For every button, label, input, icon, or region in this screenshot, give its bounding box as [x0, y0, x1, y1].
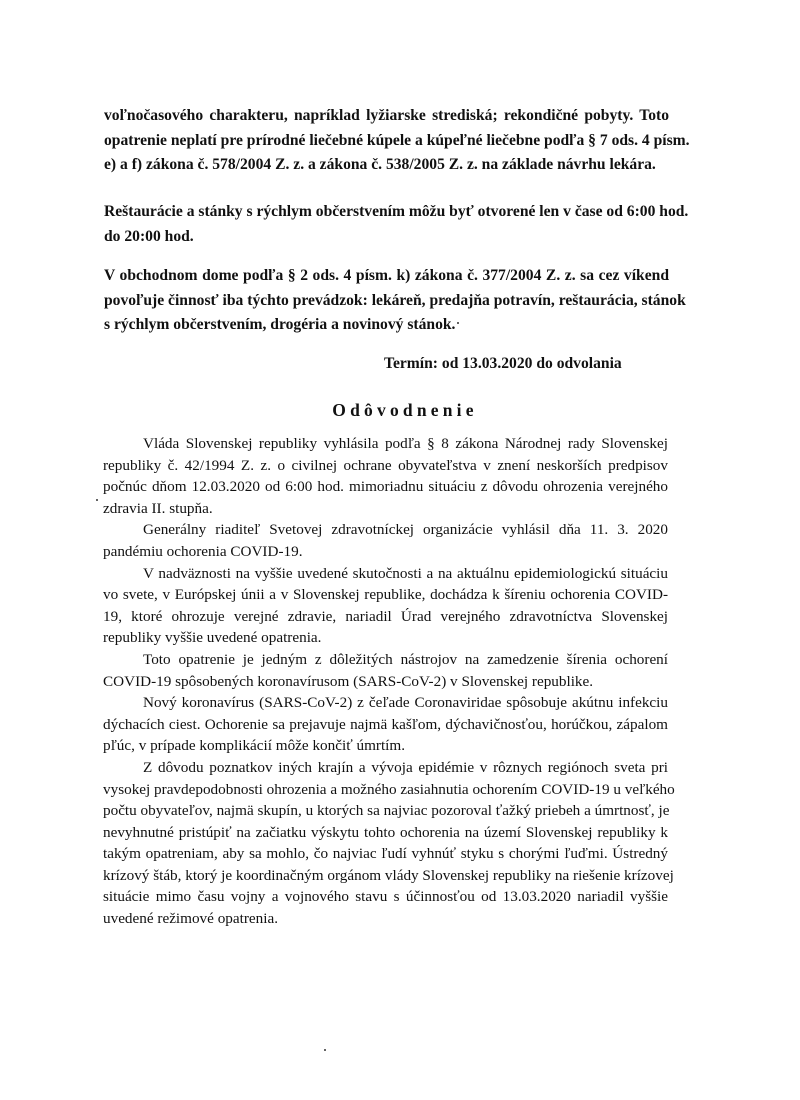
text-line: do 20:00 hod. [104, 227, 194, 245]
reasoning-paragraph-1 [103, 433, 668, 519]
text-line: e) a f) zákona č. 578/2004 Z. z. a zákona č. 538/2005 Z. z. na základe návrhu lekára. [104, 156, 656, 173]
text-line: Toto opatrenie je jedným z dôležitých nástrojov na zamedzenie šírenia ochorení [143, 650, 668, 668]
text-line: počnúc dňom 12.03.2020 od 6:00 hod. mimoriadnu situáciu z dôvodu ohrozenia verejného [103, 478, 668, 496]
reasoning-paragraph-2 [103, 519, 668, 562]
text-line: počtu obyvateľov, najmä skupín, u ktorých sa najviac pozoroval ťažký priebeh a úmrtnosť, je [103, 802, 670, 820]
text-line: situácie mimo času vojny a vojnového stavu s účinnosťou od 13.03.2020 nariadil vyššie [103, 888, 668, 906]
text-line: Z dôvodu poznatkov iných krajín a vývoja epidémie v rôznych regiónoch sveta pri [143, 758, 668, 776]
text-line: republiky č. 42/1994 Z. z. o civilnej ochrane obyvateľstva v znení neskorších predpisov [103, 456, 668, 474]
text-line: COVID-19 spôsobených koronavírusom (SARS-CoV-2) v Slovenskej republike. [103, 672, 594, 690]
scan-speck [324, 1049, 326, 1051]
measure-paragraph-leisure [104, 104, 690, 178]
text-line: vysokej pravdepodobnosti ohrozenia a možného zasiahnutia ochorením COVID-19 u veľkého [103, 780, 675, 798]
term-line: Termín: od 13.03.2020 do odvolania [384, 355, 622, 372]
text-line: dýchacích ciest. Ochorenie sa prejavuje najmä kašľom, dýchavičnosťou, horúčkou, zápalom [103, 715, 668, 733]
text-line: pľúc, v prípade komplikácií môže končiť úmrtím. [103, 737, 405, 755]
section-heading: Odôvodnenie [332, 400, 478, 420]
text-line: uvedené režimové opatrenia. [103, 910, 278, 928]
scan-speck [457, 322, 459, 324]
text-line: Nový koronavírus (SARS-CoV-2) z čeľade Coronaviridae spôsobuje akútnu infekciu [143, 694, 668, 712]
measure-paragraph-restaurants [104, 200, 689, 249]
text-line: V obchodnom dome podľa § 2 ods. 4 písm. k) zákona č. 377/2004 Z. z. sa cez víkend [104, 267, 669, 284]
reasoning-body [103, 433, 675, 930]
reasoning-paragraph-6 [103, 757, 675, 930]
text-line: vo svete, v Európskej únii a v Slovenskej republike, dochádza k šíreniu ochorenia COVID- [103, 586, 668, 604]
text-line: republiky vyššie uvedené opatrenia. [103, 629, 322, 647]
reasoning-paragraph-4 [103, 649, 668, 692]
text-line: krízový štáb, ktorý je koordinačným orgánom vlády Slovenskej republiky na riešenie krízovej [103, 866, 674, 884]
text-line: Generálny riaditeľ Svetovej zdravotníckej organizácie vyhlásil dňa 11. 3. 2020 [143, 521, 668, 539]
text-line: voľnočasového charakteru, napríklad lyžiarske strediská; rekondičné pobyty. Toto [104, 107, 669, 124]
reasoning-paragraph-5 [103, 692, 668, 757]
scan-speck [96, 499, 98, 501]
text-line: povoľuje činnosť iba týchto prevádzok: lekáreň, predajňa potravín, reštaurácia, stánok [104, 291, 686, 309]
text-line: nevyhnutné pristúpiť na začiatku výskytu tohto ochorenia na území Slovenskej republiky k [103, 823, 668, 841]
text-line: zdravia II. stupňa. [103, 499, 213, 517]
text-line: Reštaurácie a stánky s rýchlym občerstvením môžu byť otvorené len v čase od 6:00 hod. [104, 203, 689, 220]
reasoning-paragraph-3 [103, 563, 668, 649]
text-line: opatrenie neplatí pre prírodné liečebné kúpele a kúpeľné liečebne podľa § 7 ods. 4 písm. [104, 131, 690, 149]
text-line: pandémiu ochorenia COVID-19. [103, 542, 303, 560]
text-line: s rýchlym občerstvením, drogéria a novinový stánok. [104, 316, 456, 333]
text-line: takým opatreniam, aby sa mohlo, čo najviac ľudí vyhnúť styku s chorými ľuďmi. Ústredný [103, 845, 668, 863]
measure-paragraph-shopping-mall [104, 264, 686, 338]
text-line: Vláda Slovenskej republiky vyhlásila podľa § 8 zákona Národnej rady Slovenskej [143, 435, 668, 452]
text-line: 19, ktoré ohrozuje verejné zdravie, nariadil Úrad verejného zdravotníctva Slovenskej [103, 607, 668, 625]
text-line: V nadväznosti na vyššie uvedené skutočnosti a na aktuálnu epidemiologickú situáciu [143, 564, 668, 582]
